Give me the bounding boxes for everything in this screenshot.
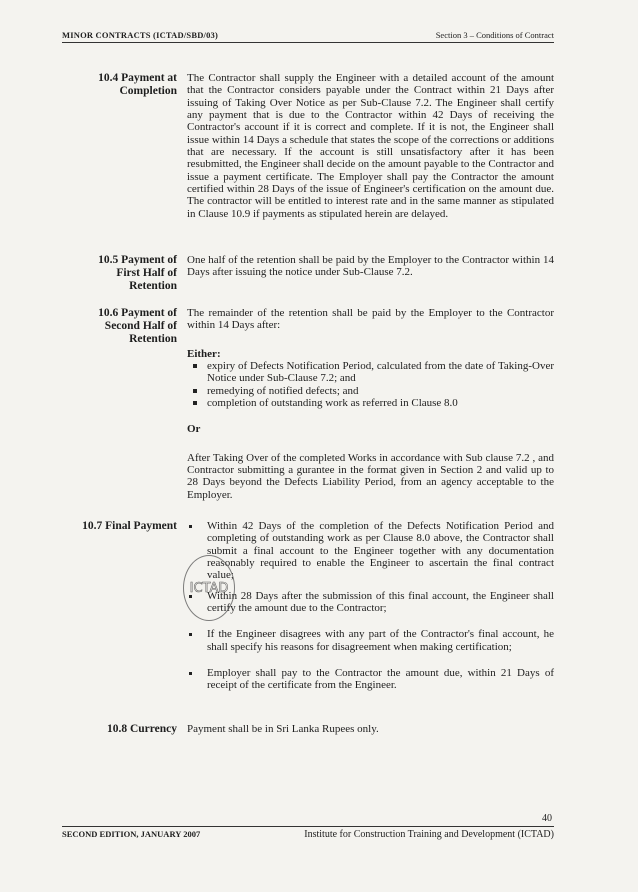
clause-label-line: First Half of [116,267,177,279]
or-label: Or [187,423,201,436]
clause-label-line: 10.4 Payment at [98,72,177,84]
clause-label-line: 10.7 Final Payment [82,520,177,532]
page-header [62,30,554,43]
ictad-stamp-icon [183,555,235,621]
footer-institute: Institute for Construction Training and Development (ICTAD) [304,829,554,840]
clause-10-7-text [187,520,554,700]
clause-10-5-label [62,254,177,293]
clause-label-line: Completion [119,85,177,97]
square-bullet-icon [189,633,192,636]
square-bullet-icon [193,389,197,393]
list-item-text: Within 28 Days after the submission of this final account, the Engineer shall certify the amount due to the Contractor; [207,589,554,615]
stamp-text: ICTAD [189,580,229,596]
list-item-text: remedying of notified defects; and [207,384,359,397]
clause-10-4-text [187,72,554,220]
clause-label-line: Retention [129,333,177,345]
clause-10-5-text [187,254,554,279]
page-number: 40 [542,813,552,824]
clause-10-8-text [187,723,554,735]
footer-rule [62,826,554,827]
clause-paragraph: Payment shall be in Sri Lanka Rupees only. [187,723,379,735]
clause-paragraph: The remainder of the retention shall be paid by the Employer to the Contractor within 14 Days after: [187,307,554,332]
retention-conditions-list [187,360,554,409]
clause-10-4-label [62,72,177,98]
header-right: Section 3 – Conditions of Contract [435,30,554,40]
clause-label-line: 10.5 Payment of [98,254,177,266]
list-item [187,360,554,385]
list-item-text: expiry of Defects Notification Period, calculated from the date of Taking-Over Notice under Sub-Clause 7.2; and [207,360,554,385]
square-bullet-icon [189,672,192,675]
clause-label-line: 10.6 Payment of [98,307,177,319]
list-item [187,397,554,409]
list-item [187,520,554,582]
clause-paragraph: One half of the retention shall be paid by the Employer to the Contractor within 14 Days after issuing the notice under Sub-Clause 7.2. [187,254,554,279]
list-item-text: completion of outstanding work as referred in Clause 8.0 [207,397,458,410]
clause-10-6-text [187,307,554,501]
square-bullet-icon [189,525,192,528]
list-item [187,667,554,692]
list-item [187,590,554,615]
list-item-text: Employer shall pay to the Contractor the amount due, within 21 Days of receipt of the certificate from the Engineer. [207,667,554,692]
header-left: MINOR CONTRACTS (ICTAD/SBD/03) [62,30,219,40]
clause-label-line: Second Half of [104,320,177,332]
list-item [187,628,554,653]
footer-edition: SECOND EDITION, JANUARY 2007 [62,829,201,839]
clause-10-8-label [62,723,177,736]
square-bullet-icon [193,401,197,405]
list-item-text: Within 42 Days of the completion of the Defects Notification Period and completing of outstanding work as per Clause 8.0 above, the Contractor shall submit a final account to the Engineer together with any documentation reasonably required to enable the Engineer to ascertain the final contract value; [207,520,554,582]
square-bullet-icon [193,364,197,368]
clause-paragraph: After Taking Over of the completed Works in accordance with Sub clause 7.2 , and Contractor submitting a gurantee in the format given in Section 2 and valid up to 28 Days beyond the Defects Liability Period, from an agency acceptable to the Employer. [187,451,554,501]
either-label: Either: [187,347,221,360]
final-payment-list [187,520,554,692]
clause-label-line: 10.8 Currency [106,723,177,735]
clause-10-6-label [62,307,177,346]
clause-paragraph: The Contractor shall supply the Engineer with a detailed account of the amount that the Contractor considers payable under the Contract within 21 Days after issuing of Taking Over Notice as per Sub-Clause 7.2. The Engineer shall certify any payment that is due to the Contractor within 42 Days of receiving the Contractor's account if it is correct and complete. If it is not, the Engineer shall issue within 14 Days a schedule that states the scope of the corrections or additions that are necessary. If the account is still unsatisfactory after it has been resubmitted, the Engineer shall decide on the amount payable to the Contractor and issue a payment certificate. The Employer shall pay the Contractor the amount certified within 28 Days of the issue of Engineer's certification on the amount due. The contractor will be entitled to interest rate and in the same manner as stipulated in Clause 10.9 if payments as stipulated herein are delayed. [187,72,554,220]
clause-label-line: Retention [129,280,177,292]
list-item [187,385,554,397]
clause-10-7-label [62,520,177,533]
list-item-text: If the Engineer disagrees with any part of the Contractor's final account, he shall specify his reasons for disagreement when making certification; [207,628,554,653]
